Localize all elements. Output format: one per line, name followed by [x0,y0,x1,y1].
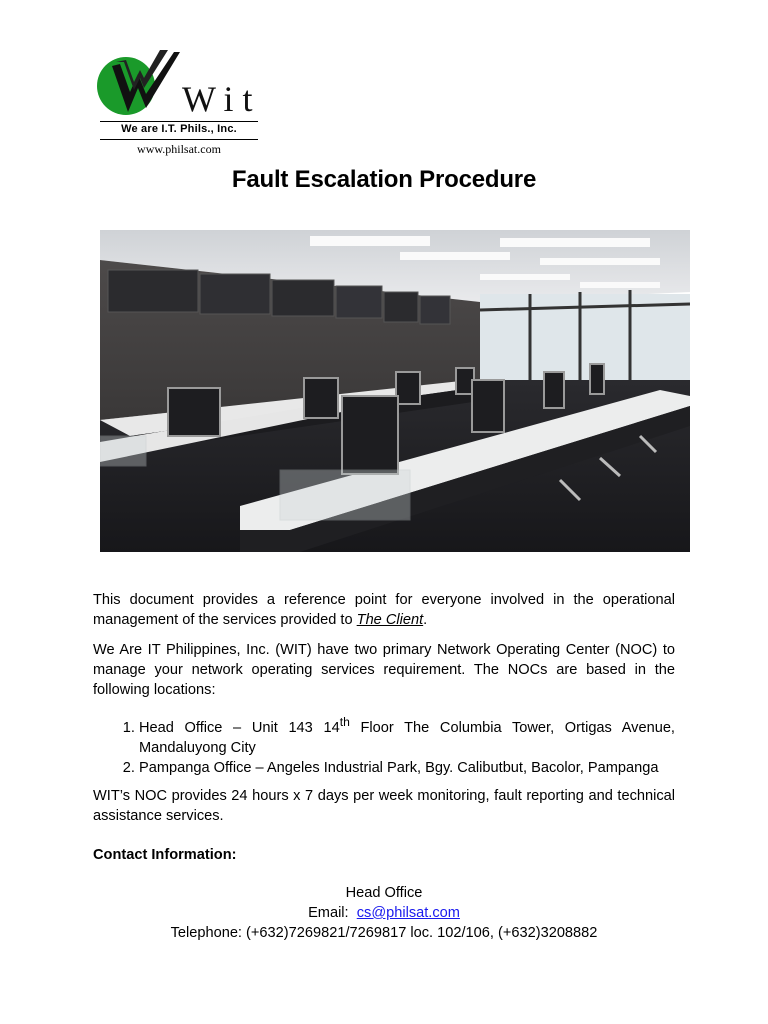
logo-rule-bottom [100,139,258,140]
locations-list [93,712,675,778]
document-body [93,590,675,943]
contact-office: Head Office [345,884,423,901]
contact-heading: Contact Information: [93,846,237,863]
noc-room-illustration [100,230,690,552]
company-logo [94,48,260,158]
monitoring-paragraph: WIT’s NOC provides 24 hours x 7 days per week monitoring, fault reporting and technical assistance services. [93,787,675,824]
client-name: The Client [356,612,424,628]
page-title: Fault Escalation Procedure [231,166,537,193]
contact-telephone: Telephone: (+632)7269821/7269817 loc. 102/106, (+632)3208882 [170,924,598,941]
list-item: 2. Pampanga Office – Angeles Industrial Park, Bgy. Calibutbut, Bacolor, Pampanga [139,758,675,778]
email-link[interactable]: cs@philsat.com [356,904,460,921]
intro-paragraph: This document provides a reference point for everyone involved in the operational management of the services provided to The Client. [93,592,675,628]
contact-email-line: Email: cs@philsat.com [308,904,460,921]
logo-tagline: We are I.T. Phils., Inc. [121,123,237,135]
logo-rule-top [100,121,258,122]
noc-room-photo [100,230,690,552]
list-item: 1. Head Office – Unit 143 14th Floor The Columbia Tower, Ortigas Avenue, Mandaluyong City [139,712,675,758]
logo-wordmark: Wit [182,79,262,119]
noc-paragraph: We Are IT Philippines, Inc. (WIT) have two primary Network Operating Center (NOC) to manage your network operating services requirement. The NOCs are based in the following locations: [93,642,675,698]
logo-url: www.philsat.com [137,142,221,156]
